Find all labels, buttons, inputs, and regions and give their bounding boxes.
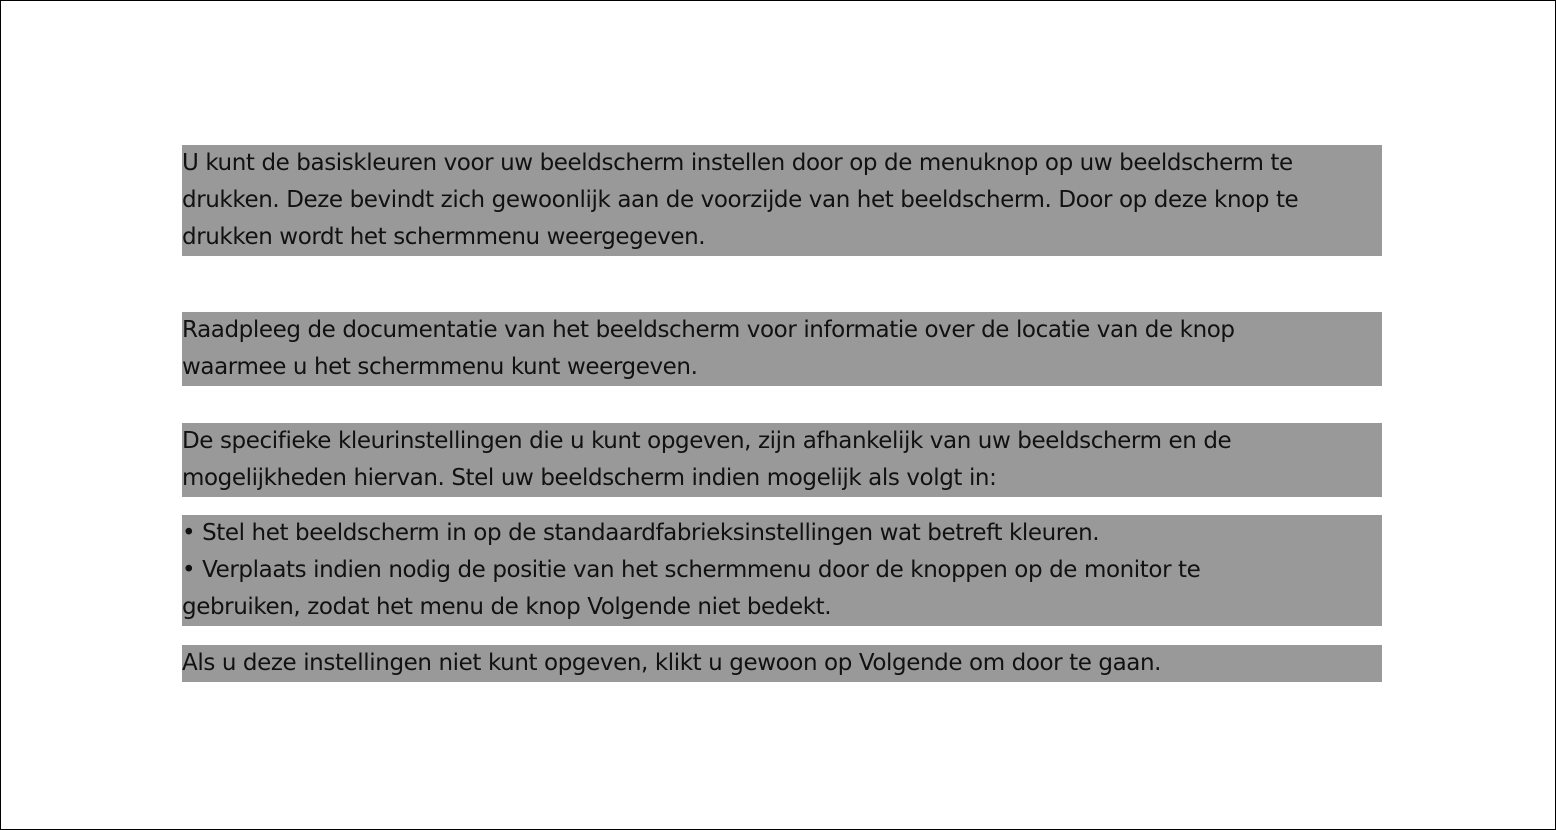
list-item: • Verplaats indien nodig de positie van het schermmenu door de knoppen op de monitor te xyxy=(182,557,1201,583)
paragraph-documentation xyxy=(182,312,1382,386)
list-item: • Stel het beeldscherm in op de standaardfabrieksinstellingen wat betreft kleuren. xyxy=(182,520,1100,546)
paragraph-skip-hint xyxy=(182,645,1382,682)
paragraph-line: U kunt de basiskleuren voor uw beeldscherm instellen door op de menuknop op uw beeldscherm te xyxy=(182,150,1293,176)
paragraph-line: Raadpleeg de documentatie van het beeldscherm voor informatie over de locatie van de knop xyxy=(182,317,1235,343)
paragraph-color-settings xyxy=(182,423,1382,497)
paragraph-line: Als u deze instellingen niet kunt opgeven, klikt u gewoon op Volgende om door te gaan. xyxy=(182,650,1162,676)
paragraph-line: De specifieke kleurinstellingen die u kunt opgeven, zijn afhankelijk van uw beeldscherm en de xyxy=(182,428,1232,454)
paragraph-menu-button xyxy=(182,145,1382,256)
paragraph-line: drukken. Deze bevindt zich gewoonlijk aan de voorzijde van het beeldscherm. Door op deze knop te xyxy=(182,187,1299,213)
bullet-list xyxy=(182,515,1382,626)
paragraph-line: waarmee u het schermmenu kunt weergeven. xyxy=(182,354,698,380)
list-item-continuation: gebruiken, zodat het menu de knop Volgende niet bedekt. xyxy=(182,594,832,620)
paragraph-line: mogelijkheden hiervan. Stel uw beeldscherm indien mogelijk als volgt in: xyxy=(182,465,997,491)
paragraph-line: drukken wordt het schermmenu weergegeven. xyxy=(182,224,706,250)
